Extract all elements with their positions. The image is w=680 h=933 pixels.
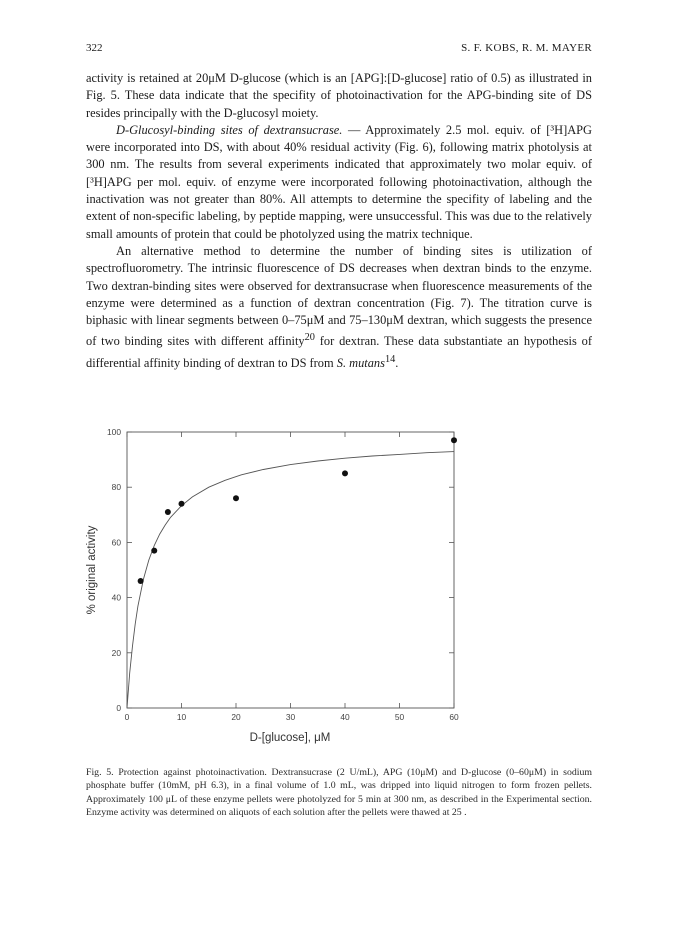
data-point (451, 437, 457, 443)
reference-20: 20 (304, 332, 315, 344)
paragraph-2 (86, 122, 592, 243)
data-point (233, 495, 239, 501)
x-tick-label: 40 (340, 712, 350, 722)
x-tick-label: 10 (176, 712, 187, 722)
caption-label: Fig. 5. (86, 767, 114, 778)
paragraph-1: activity is retained at 20μM D-glucose (which is an [APG]:[D-glucose] ratio of 0.5) as illustrated in Fig. 5. These data indicate that the specifity of photoinactivation for the APG-binding site of DS resides principally with the D-glucosyl moiety. (86, 71, 592, 120)
paragraph-2-text: — Approximately 2.5 mol. equiv. of [³H]APG were incorporated into DS, with about 40% residual activity (Fig. 6), following matrix photolysis at 300 nm. The results from several experiments indicated that approximately two molar equiv. of [³H]APG per mol. equiv. of enzyme were incorporated following photoinactivation, although the inactivation was not greater than 80%. All attempts to determine the specifity of labeling and the extent of non-specific labeling, by peptide mapping, were unsuccessful. This was due to the relatively small amounts of protein that could be photolyzed using the matrix technique. (86, 122, 592, 241)
page-header (86, 42, 592, 58)
figure-5-chart (80, 404, 470, 754)
caption-text: Protection against photoinactivation. Dextransucrase (2 U/mL), APG (10μM) and D-glucose (0–60μM) in sodium phosphate buffer (10mM, pH 6.3), in a final volume of 1.0 mL, was dripped into liquid nitrogen to form frozen pellets. Approximately 100 μL of these enzyme pellets were photolyzed for 5 min at 300 nm, as described in the Experimental section. Enzyme activity was determined on aliquots of each solution after the pellets were thawed at 25 . (86, 767, 592, 819)
paragraph-3-text-a: An alternative method to determine the number of binding sites is utilization of spectrofluorometry. The intrinsic fluorescence of DS decreases when dextran binds to the enzyme. Two dextran-binding sites were observed for dextransucrase when fluorescence measurements of the enzyme were determined as a function of dextran concentration (Fig. 7). The titration curve is biphasic with linear segments between 0–75μM and 75–130μM dextran, which suggests the presence of two binding sites with different affinity (86, 243, 592, 349)
plot-frame (127, 432, 454, 708)
data-point (165, 509, 171, 515)
page-number: 322 (86, 42, 103, 54)
body-text (86, 70, 592, 372)
y-axis-ticks (107, 427, 454, 713)
x-tick-label: 30 (285, 712, 296, 722)
fit-curve (127, 452, 454, 708)
data-point (151, 548, 157, 554)
y-tick-label: 40 (111, 592, 121, 603)
x-axis-label: D-[glucose], μM (249, 732, 331, 744)
y-tick-label: 100 (107, 427, 121, 437)
y-tick-label: 60 (111, 537, 121, 548)
x-tick-label: 60 (449, 712, 459, 722)
data-points (138, 437, 457, 584)
species-name: S. mutans (336, 356, 385, 370)
x-axis-ticks (125, 432, 459, 722)
reference-14: 14 (384, 353, 396, 365)
y-tick-label: 20 (111, 647, 121, 658)
figure-caption (86, 766, 592, 820)
data-point (342, 470, 348, 476)
x-tick-label: 20 (231, 712, 241, 722)
data-point (179, 501, 185, 507)
section-heading-glucosyl-binding: D-Glucosyl-binding sites of dextransucrase. (116, 122, 343, 137)
x-tick-label: 50 (394, 712, 405, 722)
paragraph-3-text-c: . (395, 356, 399, 370)
paragraph-3 (86, 243, 592, 372)
paragraph-3-text-b: for dextran. These data substantiate an hypothesis of differential affinity binding of dextran to DS from (86, 334, 592, 370)
x-tick-label: 0 (124, 712, 130, 722)
data-point (138, 578, 144, 584)
y-tick-label: 0 (116, 703, 121, 713)
chart-svg (80, 404, 470, 754)
y-tick-label: 80 (111, 482, 121, 493)
running-head-authors: S. F. KOBS, R. M. MAYER (461, 42, 592, 54)
y-axis-label: % original activity (86, 525, 98, 615)
